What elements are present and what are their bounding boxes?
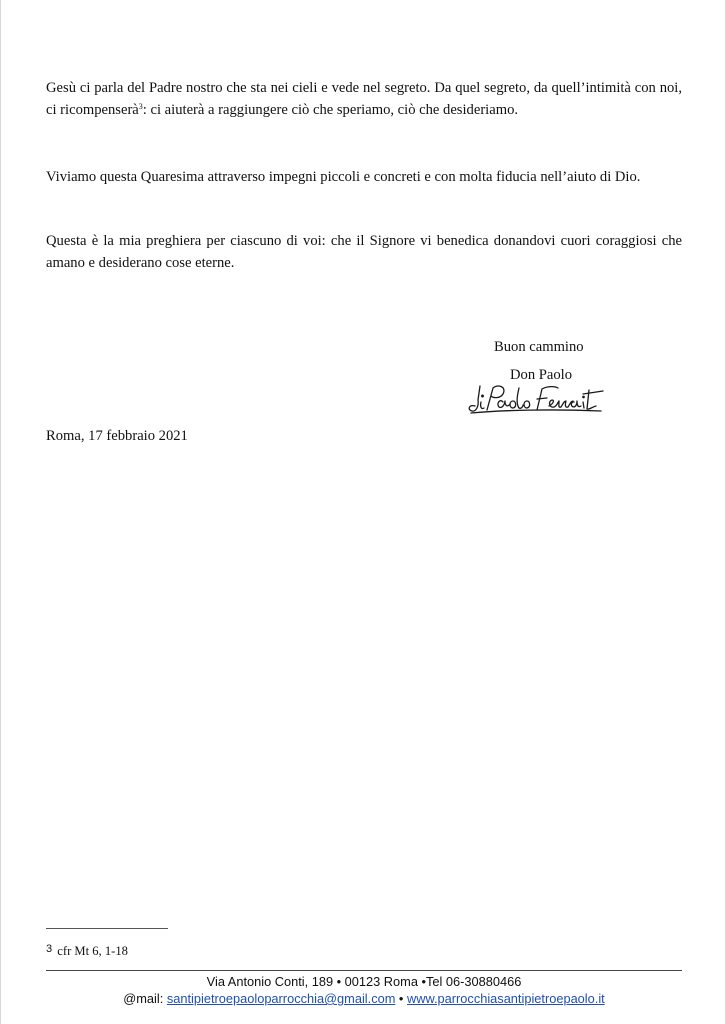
paragraph-2: Viviamo questa Quaresima attraverso impegni piccoli e concreti e con molta fiducia nell’aiuto di Dio. xyxy=(46,169,641,185)
footer-website-link[interactable]: www.parrocchiasantipietroepaolo.it xyxy=(406,991,605,1006)
footer-contacts xyxy=(46,990,682,1007)
footnote-separator xyxy=(46,928,168,929)
footer-email-link[interactable]: santipietroepaoloparrocchia@gmail.com xyxy=(166,991,396,1006)
footer-email-label: @mail: xyxy=(123,991,167,1006)
handwritten-signature xyxy=(463,380,613,416)
paragraph-3: Questa è la mia preghiera per ciascuno di voi: che il Signore vi benedica donandovi cuori coraggiosi che amano e desiderano cose eterne. xyxy=(46,233,682,271)
footnote-reference[interactable]: 3 xyxy=(138,102,143,111)
footer-separator-dot: • xyxy=(395,991,407,1006)
paragraph-1 xyxy=(46,77,682,121)
closing-greeting: Buon cammino xyxy=(494,339,584,355)
footnote-number: 3 xyxy=(46,943,53,955)
footnote xyxy=(46,940,128,960)
paragraph-1-text-end: : ci aiuterà a raggiungere ciò che speriamo, ciò che desideriamo. xyxy=(142,102,519,118)
footnote-text: cfr Mt 6, 1-18 xyxy=(57,944,128,958)
signatory-name: Don Paolo xyxy=(510,367,573,383)
footer-address: Via Antonio Conti, 189 • 00123 Roma •Tel 06-30880466 xyxy=(206,974,522,989)
footer-separator xyxy=(46,970,682,971)
paragraph-1-text-start: Gesù ci parla del Padre nostro che sta nei cieli e vede nel segreto. Da quel segreto, da quell’intimità con noi, ci ricompenserà xyxy=(46,80,682,118)
date-line: Roma, 17 febbraio 2021 xyxy=(46,428,188,444)
